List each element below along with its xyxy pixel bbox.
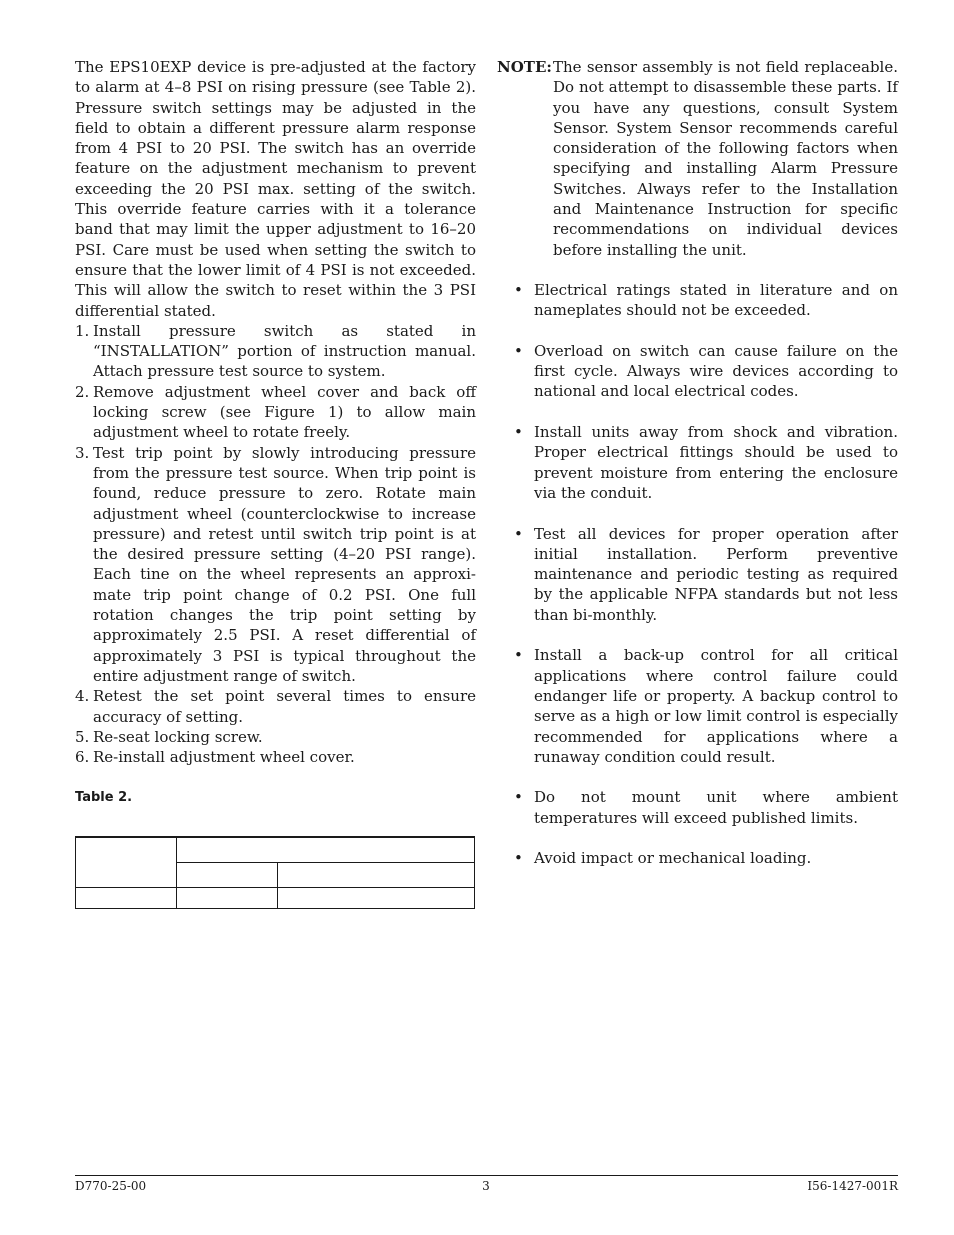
- list-item: [497, 787, 898, 828]
- step-text: Test trip point by slowly introducing pressure from the pressure test source. When trip point is found, reduce pressure to zero. Rotate main adjustment wheel (counterclockwise to increase pressure) and retest until switch trip point is at the desired pressure setting (4–20 PSI range). Each tine on the wheel represents an approximate trip point change of 0.2 PSI. One full rotation changes the trip point setting by approximately 2.5 PSI. A reset differential of approximately 3 PSI is typical throughout the entire adjustment range of switch.: [93, 443, 476, 685]
- bullet-text: Install a back-up control for all critical applications where control failure could endanger life or property. A backup control to serve as a high or low limit control is especially recommended for applications where a runaway condition could result.: [534, 646, 898, 766]
- adjustment-steps-list: [75, 321, 476, 768]
- step-number: 6.: [75, 748, 90, 767]
- list-item: [497, 524, 898, 625]
- table-cell: [177, 887, 278, 908]
- step-item: [75, 321, 476, 382]
- left-column: [75, 57, 476, 909]
- list-item: [497, 280, 898, 321]
- footer-doc-id: I56-1427-001R: [807, 1179, 898, 1193]
- step-item: [75, 443, 476, 687]
- precautions-list: [497, 280, 898, 869]
- footer-doc-code: D770-25-00: [75, 1179, 147, 1193]
- table-2: [75, 836, 475, 909]
- list-item: [497, 341, 898, 402]
- bullet-text: Overload on switch can cause failure on the first cycle. Always wire devices according to national and local electrical codes.: [534, 341, 898, 401]
- step-item: [75, 382, 476, 443]
- note-block: [497, 57, 898, 260]
- bullet-icon: •: [514, 524, 523, 543]
- bullet-icon: •: [514, 280, 523, 299]
- table-cell: [278, 862, 475, 887]
- step-text: Install pressure switch as stated in “INSTALLATION” portion of instruction manual. Attach pressure test source to system.: [93, 321, 476, 381]
- step-number: 1.: [75, 321, 90, 340]
- table-caption: Table 2.: [75, 790, 133, 806]
- right-column: [497, 57, 898, 889]
- step-text: Remove adjustment wheel cover and back off locking screw (see Figure 1) to allow main adjustment wheel to rotate freely.: [93, 382, 476, 442]
- step-item: [75, 686, 476, 727]
- table-cell: [278, 887, 475, 908]
- table-cell: [76, 887, 177, 908]
- step-text: Retest the set point several times to ensure accuracy of setting.: [93, 687, 476, 726]
- bullet-text: Install units away from shock and vibration. Proper electrical fittings should be used to prevent moisture from entering the enclosure via the conduit.: [534, 423, 898, 502]
- table-cell: [177, 862, 278, 887]
- list-item: [497, 848, 898, 868]
- bullet-text: Do not mount unit where ambient temperatures will exceed published limits.: [534, 788, 898, 827]
- page-number: 3: [482, 1179, 490, 1193]
- step-number: 3.: [75, 443, 90, 462]
- step-number: 2.: [75, 382, 90, 401]
- step-number: 5.: [75, 727, 90, 746]
- footer-divider: [75, 1175, 898, 1176]
- bullet-icon: •: [514, 423, 523, 442]
- table-cell: [76, 837, 177, 888]
- step-number: 4.: [75, 687, 90, 706]
- note-text: The sensor assembly is not field replaceable. Do not attempt to disassemble these parts. If you have any questions, consult System Sensor. System Sensor recommends careful consideration of the following factors when specifying and installing Alarm Pressure Switches. Always refer to the Installation and Maintenance Instruction for specific recommendations on individual devices before installing the unit.: [553, 58, 898, 259]
- bullet-icon: •: [514, 341, 523, 360]
- step-text: Re-install adjustment wheel cover.: [93, 748, 355, 767]
- note-label: NOTE:: [497, 58, 552, 76]
- bullet-text: Avoid impact or mechanical loading.: [534, 849, 812, 868]
- bullet-icon: •: [514, 849, 523, 868]
- list-item: [497, 645, 898, 767]
- step-text: Re-seat locking screw.: [93, 727, 263, 746]
- table-cell: [177, 837, 475, 863]
- list-item: [497, 422, 898, 503]
- bullet-text: Test all devices for proper operation after initial installation. Perform preventive maintenance and periodic testing as required by the applicable NFPA standards but not less than bi-monthly.: [534, 524, 898, 624]
- intro-paragraph: The EPS10EXP device is pre-adjusted at the factory to alarm at 4–8 PSI on rising pressure (see Table 2). Pressure switch settings may be adjusted in the field to obtain a different pressure alarm response from 4 PSI to 20 PSI. The switch has an override feature on the adjustment mechanism to prevent exceeding the 20 PSI max. setting of the switch. This override feature carries with it a tolerance band that may limit the upper adjustment to 16–20 PSI. Care must be used when setting the switch to ensure that the lower limit of 4 PSI is not exceeded. This will allow the switch to reset within the 3 PSI differential stated.: [75, 58, 476, 320]
- bullet-icon: •: [514, 788, 523, 807]
- bullet-icon: •: [514, 646, 523, 665]
- step-item: [75, 727, 476, 747]
- bullet-text: Electrical ratings stated in literature and on nameplates should not be exceeded.: [534, 280, 898, 320]
- step-item: [75, 747, 476, 767]
